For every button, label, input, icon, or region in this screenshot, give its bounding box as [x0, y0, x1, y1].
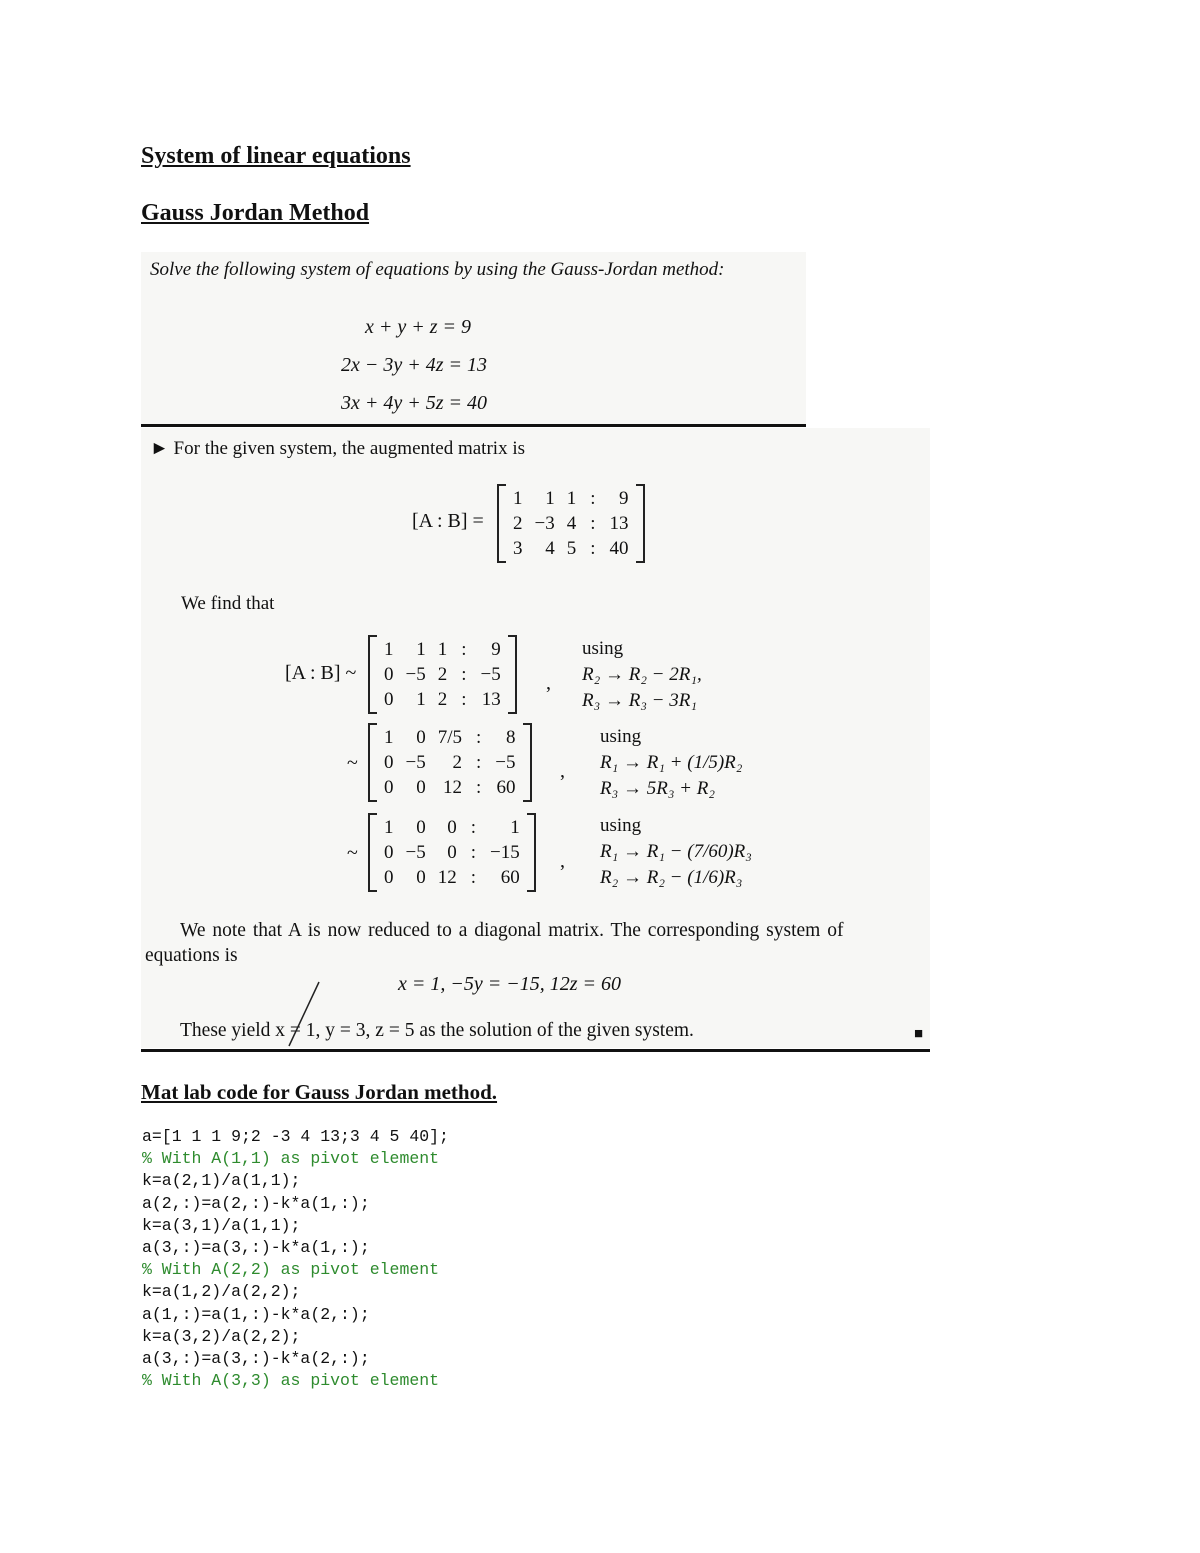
matrix-cell: :: [590, 538, 596, 559]
matrix-cell: 1: [416, 639, 426, 660]
comma: ,: [560, 760, 565, 782]
end-mark: ■: [914, 1026, 924, 1042]
pen-stroke-mark: [283, 978, 323, 1050]
step1-label: [A : B] ~: [285, 662, 357, 684]
conclusion: These yield x = 1, y = 3, z = 5 as the solution of the given system.: [180, 1020, 694, 1041]
op-row: R₂ → R₂ − 2R₁,: [582, 664, 702, 685]
matrix-cell: :: [461, 639, 467, 660]
comma: ,: [546, 672, 551, 694]
matrix-cell: :: [476, 752, 482, 773]
matrix-cell: :: [470, 867, 476, 888]
matrix-cell: :: [476, 727, 482, 748]
problem-statement: Solve the following system of equations by using the Gauss-Jordan method:: [150, 259, 725, 280]
matrix-cell: 5: [566, 538, 577, 559]
code-line: k=a(3,1)/a(1,1);: [142, 1215, 301, 1235]
matrix-row: [378, 637, 507, 662]
matrix-cell: 3: [513, 538, 523, 559]
matrix-cell: 0: [447, 817, 457, 838]
matrix-cell: 60: [496, 777, 516, 798]
matrix-row: [378, 662, 507, 687]
step1-ops: [582, 636, 702, 714]
matrix-cell: :: [461, 689, 467, 710]
matrix-cell: 12: [443, 777, 462, 798]
matrix-cell: 0: [384, 664, 394, 685]
matrix-cell: 1: [566, 488, 577, 509]
matrix-cell: 1: [437, 639, 448, 660]
diagonal-equations: x = 1, −5y = −15, 12z = 60: [398, 973, 622, 995]
code-line: k=a(3,2)/a(2,2);: [142, 1326, 301, 1346]
matrix-cell: 7/5: [437, 727, 462, 748]
step3-matrix: [368, 813, 536, 892]
matrix-cell: 13: [609, 513, 629, 534]
op-row: R₁ → R₁ − (7/60)R₃: [600, 841, 752, 862]
matrix-row: [378, 750, 522, 775]
divider: [141, 424, 806, 427]
matrix-cell: 0: [384, 752, 394, 773]
page-title: System of linear equations: [141, 143, 411, 169]
matrix-cell: 1: [384, 727, 394, 748]
matrix-row: [378, 840, 526, 865]
code-line: k=a(1,2)/a(2,2);: [142, 1282, 301, 1302]
note-line-1: We note that A is now reduced to a diagonal matrix. The corresponding system of: [180, 920, 844, 941]
step3-label: ~: [347, 842, 358, 864]
equation-1: x + y + z = 9: [365, 316, 472, 338]
matrix-row: [507, 511, 635, 536]
matrix-cell: 9: [619, 488, 629, 509]
matrix-cell: :: [470, 842, 476, 863]
matrix-cell: −5: [405, 664, 426, 685]
code-comment: % With A(1,1) as pivot element: [142, 1149, 440, 1169]
op-row: R₃ → R₃ − 3R₁: [582, 690, 697, 711]
matrix-row: [378, 687, 507, 712]
matrix-cell: 1: [416, 689, 426, 710]
matrix-cell: 0: [384, 842, 394, 863]
solution-intro: ► For the given system, the augmented matrix is: [150, 438, 525, 459]
equation-3: 3x + 4y + 5z = 40: [341, 392, 488, 414]
matrix-cell: 1: [510, 817, 520, 838]
matrix-row: [378, 815, 526, 840]
matrix-cell: 1: [384, 639, 394, 660]
code-comment: % With A(3,3) as pivot element: [142, 1371, 440, 1391]
op-using: using: [600, 726, 642, 747]
matrix-row: [378, 725, 522, 750]
step3-ops: [600, 813, 752, 891]
code-line: k=a(2,1)/a(1,1);: [142, 1171, 301, 1191]
matrix-cell: −15: [490, 842, 520, 863]
matlab-heading: Mat lab code for Gauss Jordan method.: [141, 1080, 498, 1104]
matrix-cell: :: [590, 513, 596, 534]
op-row: R₃ → 5R₃ + R₂: [600, 778, 715, 799]
matrix-cell: :: [470, 817, 476, 838]
op-using: using: [600, 815, 642, 836]
note-line-2: equations is: [145, 945, 238, 966]
step2-label: ~: [347, 752, 358, 774]
matrix-row: [378, 775, 522, 800]
op-row: R₂ → R₂ − (1/6)R₃: [600, 867, 743, 888]
matrix-cell: 2: [452, 752, 462, 773]
matrix-row: [378, 865, 526, 890]
matrix-cell: 2: [437, 664, 448, 685]
matrix-cell: 4: [566, 513, 577, 534]
matrix-cell: 60: [500, 867, 520, 888]
code-line: a(1,:)=a(1,:)-k*a(2,:);: [142, 1304, 370, 1324]
aug-label: [A : B] =: [412, 510, 484, 532]
matrix-cell: 0: [416, 777, 426, 798]
op-row: R₁ → R₁ + (1/5)R₂: [600, 752, 743, 773]
matrix-cell: 1: [384, 817, 394, 838]
matrix-cell: 1: [513, 488, 523, 509]
equation-2: 2x − 3y + 4z = 13: [341, 354, 488, 376]
matrix-cell: 2: [437, 689, 448, 710]
matrix-row: [507, 536, 635, 561]
matrix-cell: 0: [416, 727, 426, 748]
matrix-cell: 2: [513, 513, 523, 534]
matrix-cell: 8: [506, 727, 516, 748]
comma: ,: [560, 850, 565, 872]
matrix-cell: −3: [534, 513, 555, 534]
op-using: using: [582, 638, 624, 659]
matrix-cell: 0: [416, 817, 426, 838]
step2-ops: [600, 724, 742, 802]
code-line: a=[1 1 1 9;2 -3 4 13;3 4 5 40];: [142, 1127, 449, 1146]
matrix-row: [507, 486, 635, 511]
code-line: a(3,:)=a(3,:)-k*a(1,:);: [142, 1238, 370, 1258]
matrix-cell: 4: [545, 538, 555, 559]
section-title: Gauss Jordan Method: [141, 200, 370, 226]
matrix-cell: :: [590, 488, 596, 509]
matrix-cell: 13: [481, 689, 501, 710]
matrix-cell: 0: [384, 867, 394, 888]
matrix-cell: 1: [545, 488, 555, 509]
matrix-cell: 0: [447, 842, 457, 863]
matrix-cell: :: [476, 777, 482, 798]
matrix-cell: 0: [416, 867, 426, 888]
code-line: a(3,:)=a(3,:)-k*a(2,:);: [142, 1349, 370, 1369]
divider: [141, 1049, 930, 1052]
matrix-cell: 0: [384, 689, 394, 710]
matrix-cell: −5: [495, 752, 516, 773]
step2-matrix: [368, 723, 532, 802]
matrix-cell: −5: [480, 664, 501, 685]
matrix-cell: −5: [405, 752, 426, 773]
code-comment: % With A(2,2) as pivot element: [142, 1260, 440, 1280]
step1-matrix: [368, 635, 517, 714]
matrix-cell: 0: [384, 777, 394, 798]
augmented-matrix: [497, 484, 645, 563]
matrix-cell: 40: [609, 538, 629, 559]
matrix-cell: :: [461, 664, 467, 685]
matlab-code: [142, 1126, 449, 1392]
code-line: a(2,:)=a(2,:)-k*a(1,:);: [142, 1193, 370, 1213]
find-text: We find that: [181, 593, 275, 614]
matrix-cell: 9: [491, 639, 501, 660]
matrix-cell: −5: [405, 842, 426, 863]
matrix-cell: 12: [437, 867, 457, 888]
